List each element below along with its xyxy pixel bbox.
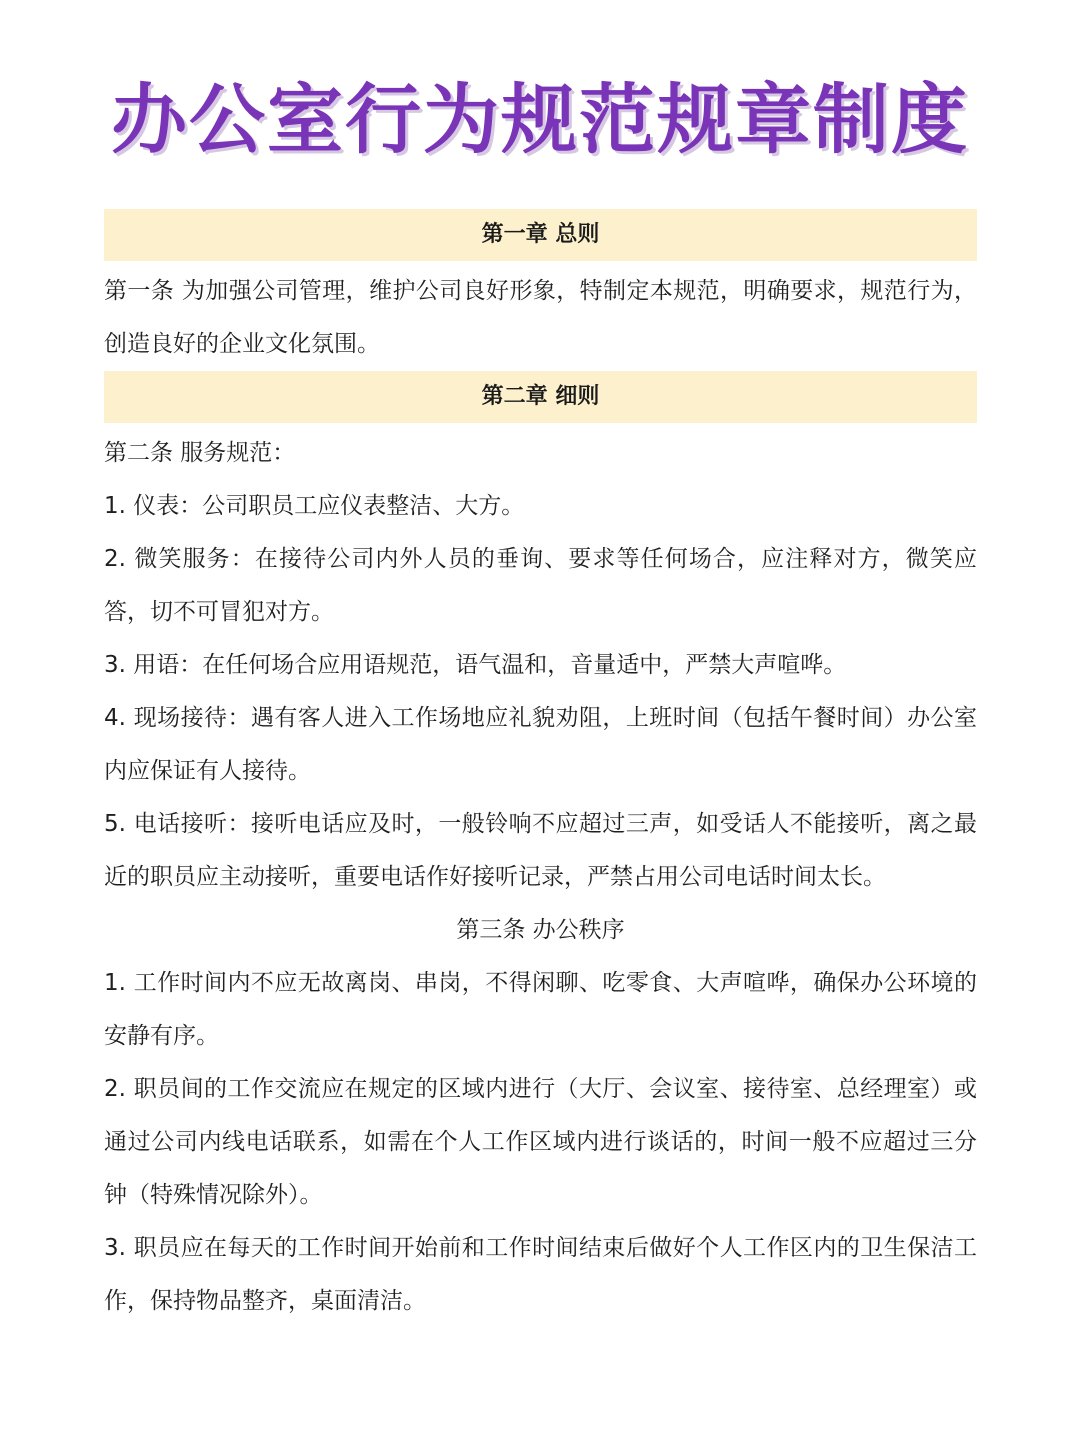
chapter-1-heading: 第一章 总则 (104, 209, 977, 261)
article-2-title: 第二条 服务规范： (104, 440, 296, 466)
article-3-item-3: 3. 职员应在每天的工作时间开始前和工作时间结束后做好个人工作区内的卫生保洁工作，保持物品整齐，桌面清洁。 (104, 1235, 977, 1314)
article-2-item-2: 2. 微笑服务：在接待公司内外人员的垂询、要求等任何场合，应注释对方，微笑应答，切不可冒犯对方。 (104, 546, 977, 625)
page-title: 办公室行为规范规章制度 (111, 75, 969, 164)
article-3-item-2: 2. 职员间的工作交流应在规定的区域内进行（大厅、会议室、接待室、总经理室）或通过公司内线电话联系，如需在个人工作区域内进行谈话的，时间一般不应超过三分钟（特殊情况除外）。 (104, 1076, 977, 1208)
article-2-item-5: 5. 电话接听：接听电话应及时，一般铃响不应超过三声，如受话人不能接听，离之最近的职员应主动接听，重要电话作好接听记录，严禁占用公司电话时间太长。 (104, 811, 977, 890)
article-3-title: 第三条 办公秩序 (456, 917, 625, 943)
article-3-item-1: 1. 工作时间内不应无故离岗、串岗，不得闲聊、吃零食、大声喧哗，确保办公环境的安静有序。 (104, 970, 977, 1049)
chapter-2-heading: 第二章 细则 (104, 371, 977, 423)
article-2-item-1: 1. 仪表：公司职员工应仪表整洁、大方。 (104, 493, 525, 519)
article-2-item-4: 4. 现场接待：遇有客人进入工作场地应礼貌劝阻，上班时间（包括午餐时间）办公室内应保证有人接待。 (104, 705, 977, 784)
article-2-item-3: 3. 用语：在任何场合应用语规范，语气温和，音量适中，严禁大声喧哗。 (104, 652, 847, 678)
article-1: 第一条 为加强公司管理，维护公司良好形象，特制定本规范，明确要求，规范行为，创造良好的企业文化氛围。 (104, 278, 977, 357)
document-body (104, 209, 977, 1328)
